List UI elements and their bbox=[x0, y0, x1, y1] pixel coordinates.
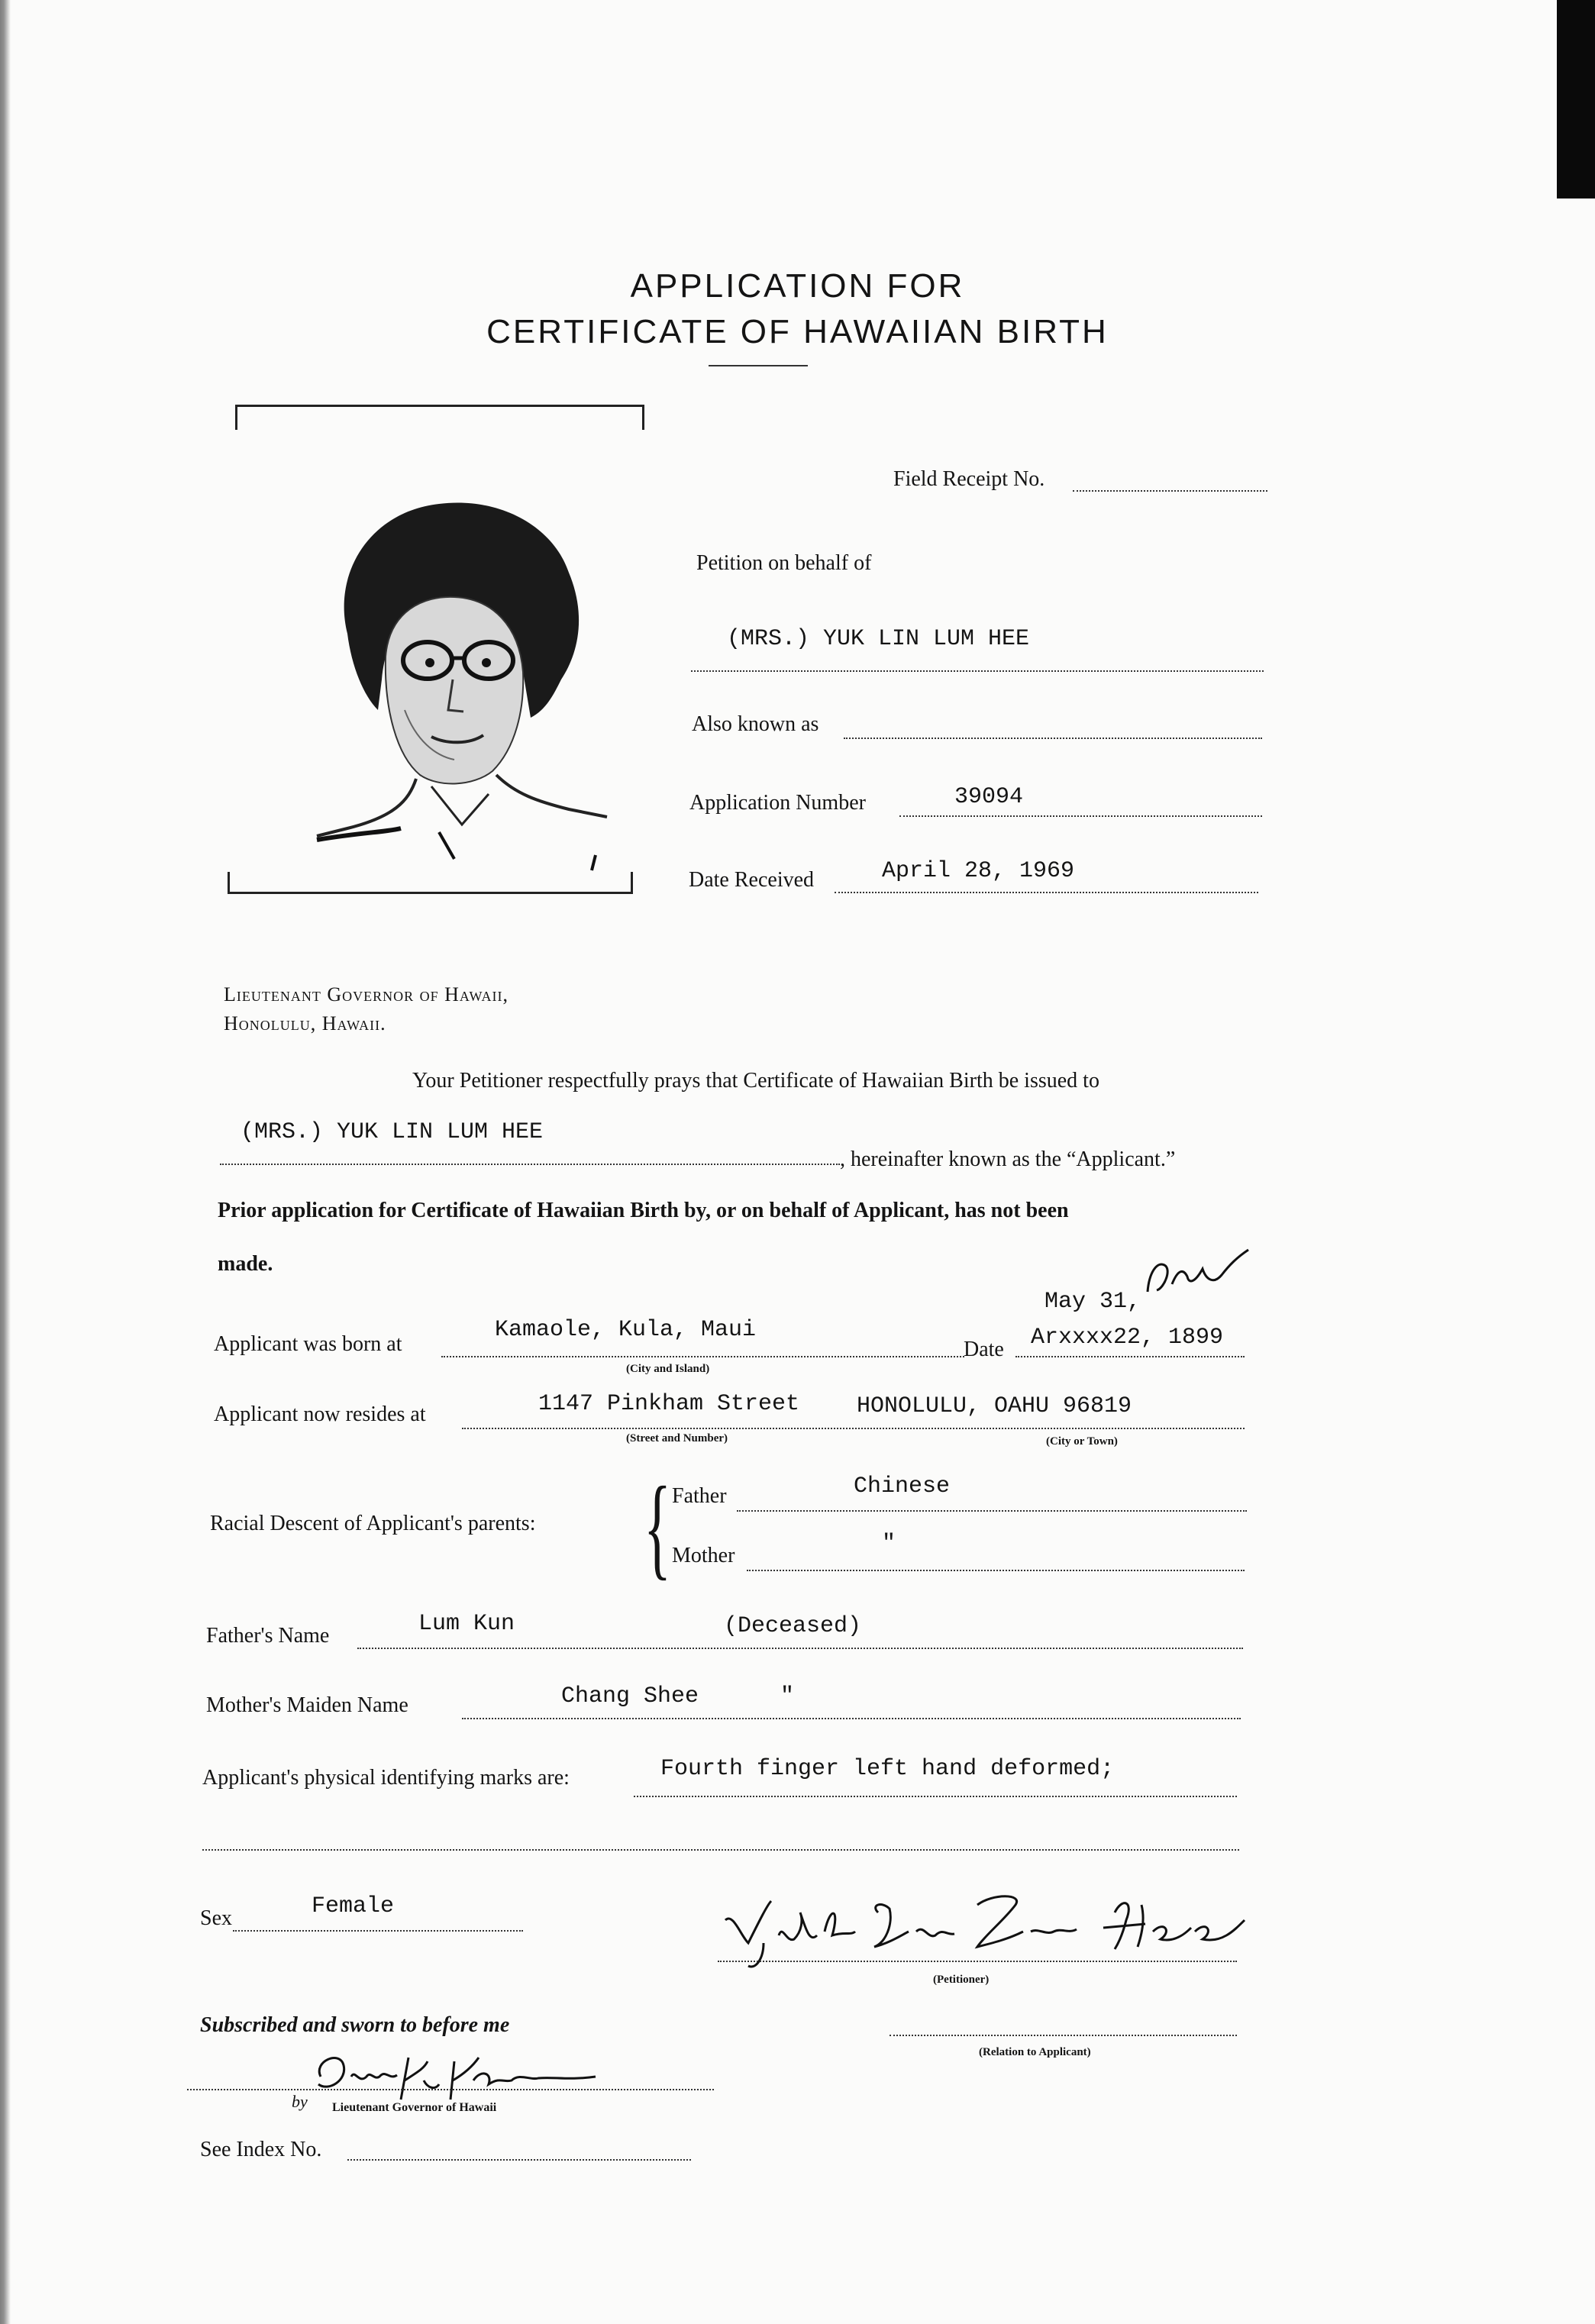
see-index-label: See Index No. bbox=[200, 2138, 322, 2161]
mother-name-line bbox=[462, 1718, 1241, 1719]
petitioner-caption: (Petitioner) bbox=[933, 1974, 990, 1986]
aka-line bbox=[844, 738, 1262, 739]
prior-application-text: Prior application for Certificate of Hawaiian Birth by, or on behalf of Applicant, has not been bbox=[218, 1199, 1069, 1222]
applicant-name-value: (MRS.) YUK LIN LUM HEE bbox=[241, 1119, 544, 1145]
birth-place-line bbox=[441, 1356, 964, 1357]
birth-date-label: Date bbox=[964, 1338, 1004, 1361]
birth-date-value: Arxxxx22, 1899 bbox=[1031, 1325, 1224, 1351]
application-number-label: Application Number bbox=[689, 791, 866, 815]
petitioner-signature-line bbox=[718, 1961, 1237, 1962]
father-name-label: Father's Name bbox=[206, 1624, 330, 1648]
mother-descent-label: Mother bbox=[672, 1544, 735, 1567]
residence-line bbox=[462, 1428, 1245, 1429]
lt-governor-line bbox=[187, 2089, 714, 2090]
identifying-marks-line-2 bbox=[202, 1849, 1239, 1851]
mother-descent-line bbox=[747, 1570, 1245, 1571]
mother-deceased-note: " bbox=[780, 1683, 795, 1709]
applicant-name-line bbox=[220, 1164, 840, 1165]
prior-application-text-2: made. bbox=[218, 1252, 273, 1276]
relation-caption: (Relation to Applicant) bbox=[979, 2046, 1091, 2058]
birth-place-caption: (City and Island) bbox=[626, 1363, 710, 1375]
by-mark: by bbox=[292, 2092, 308, 2111]
residence-label: Applicant now resides at bbox=[214, 1402, 426, 1426]
residence-street-caption: (Street and Number) bbox=[626, 1432, 728, 1444]
sworn-text: Subscribed and sworn to before me bbox=[200, 2013, 510, 2037]
mother-name-value: Chang Shee bbox=[561, 1683, 699, 1709]
petition-name-value: (MRS.) YUK LIN LUM HEE bbox=[727, 626, 1030, 652]
field-receipt-label: Field Receipt No. bbox=[893, 467, 1045, 491]
addressee-line-1: Lieutenant Governor of Hawaii, bbox=[224, 983, 509, 1005]
father-deceased-note: (Deceased) bbox=[724, 1613, 862, 1639]
sex-label: Sex bbox=[200, 1906, 232, 1930]
mother-descent-value: " bbox=[882, 1531, 896, 1557]
petition-label: Petition on behalf of bbox=[696, 551, 872, 575]
racial-descent-brace: { bbox=[644, 1464, 671, 1590]
hereinafter-text: , hereinafter known as the “Applicant.” bbox=[840, 1147, 1176, 1171]
photo-frame-bottom bbox=[228, 872, 633, 894]
birth-place-value: Kamaole, Kula, Maui bbox=[495, 1317, 757, 1343]
birth-date-correction: May 31, bbox=[1044, 1289, 1141, 1315]
initials-mark bbox=[1141, 1246, 1256, 1307]
father-descent-label: Father bbox=[672, 1484, 727, 1508]
father-name-value: Lum Kun bbox=[418, 1611, 515, 1637]
relation-line bbox=[890, 2035, 1237, 2036]
application-number-line bbox=[899, 815, 1262, 817]
lt-governor-caption: Lieutenant Governor of Hawaii bbox=[332, 2101, 497, 2114]
title-line-1: APPLICATION FOR bbox=[630, 267, 965, 305]
date-received-value: April 28, 1969 bbox=[882, 858, 1075, 884]
father-descent-line bbox=[737, 1510, 1247, 1512]
identifying-marks-value: Fourth finger left hand deformed; bbox=[660, 1756, 1115, 1782]
field-receipt-line bbox=[1073, 490, 1267, 492]
petitioner-signature bbox=[718, 1890, 1252, 1977]
photo-frame-top bbox=[235, 405, 644, 430]
father-name-line bbox=[357, 1648, 1243, 1649]
residence-street-value: 1147 Pinkham Street bbox=[538, 1391, 800, 1417]
residence-city-caption: (City or Town) bbox=[1046, 1435, 1118, 1448]
date-received-line bbox=[835, 892, 1258, 893]
identifying-marks-line bbox=[634, 1796, 1237, 1797]
prayer-text: Your Petitioner respectfully prays that Certificate of Hawaiian Birth be issued to bbox=[412, 1069, 1099, 1093]
sex-line bbox=[233, 1930, 523, 1932]
addressee-line-2: Honolulu, Hawaii. bbox=[224, 1012, 386, 1035]
aka-label: Also known as bbox=[692, 712, 819, 736]
title-rule bbox=[709, 365, 808, 366]
residence-city-value: HONOLULU, OAHU 96819 bbox=[857, 1393, 1132, 1419]
racial-descent-label: Racial Descent of Applicant's parents: bbox=[210, 1512, 536, 1535]
sex-value: Female bbox=[312, 1893, 395, 1919]
applicant-photo bbox=[302, 481, 638, 882]
scan-edge-right bbox=[1557, 0, 1595, 199]
date-received-label: Date Received bbox=[689, 868, 815, 892]
mother-name-label: Mother's Maiden Name bbox=[206, 1693, 408, 1717]
father-descent-value: Chinese bbox=[854, 1473, 951, 1499]
petition-name-line bbox=[691, 670, 1264, 672]
identifying-marks-label: Applicant's physical identifying marks are: bbox=[202, 1766, 570, 1790]
see-index-line bbox=[347, 2159, 691, 2161]
birth-date-line bbox=[1015, 1356, 1245, 1357]
title-line-2: CERTIFICATE OF HAWAIIAN BIRTH bbox=[486, 313, 1109, 350]
birth-label: Applicant was born at bbox=[214, 1332, 402, 1356]
application-number-value: 39094 bbox=[954, 784, 1024, 810]
